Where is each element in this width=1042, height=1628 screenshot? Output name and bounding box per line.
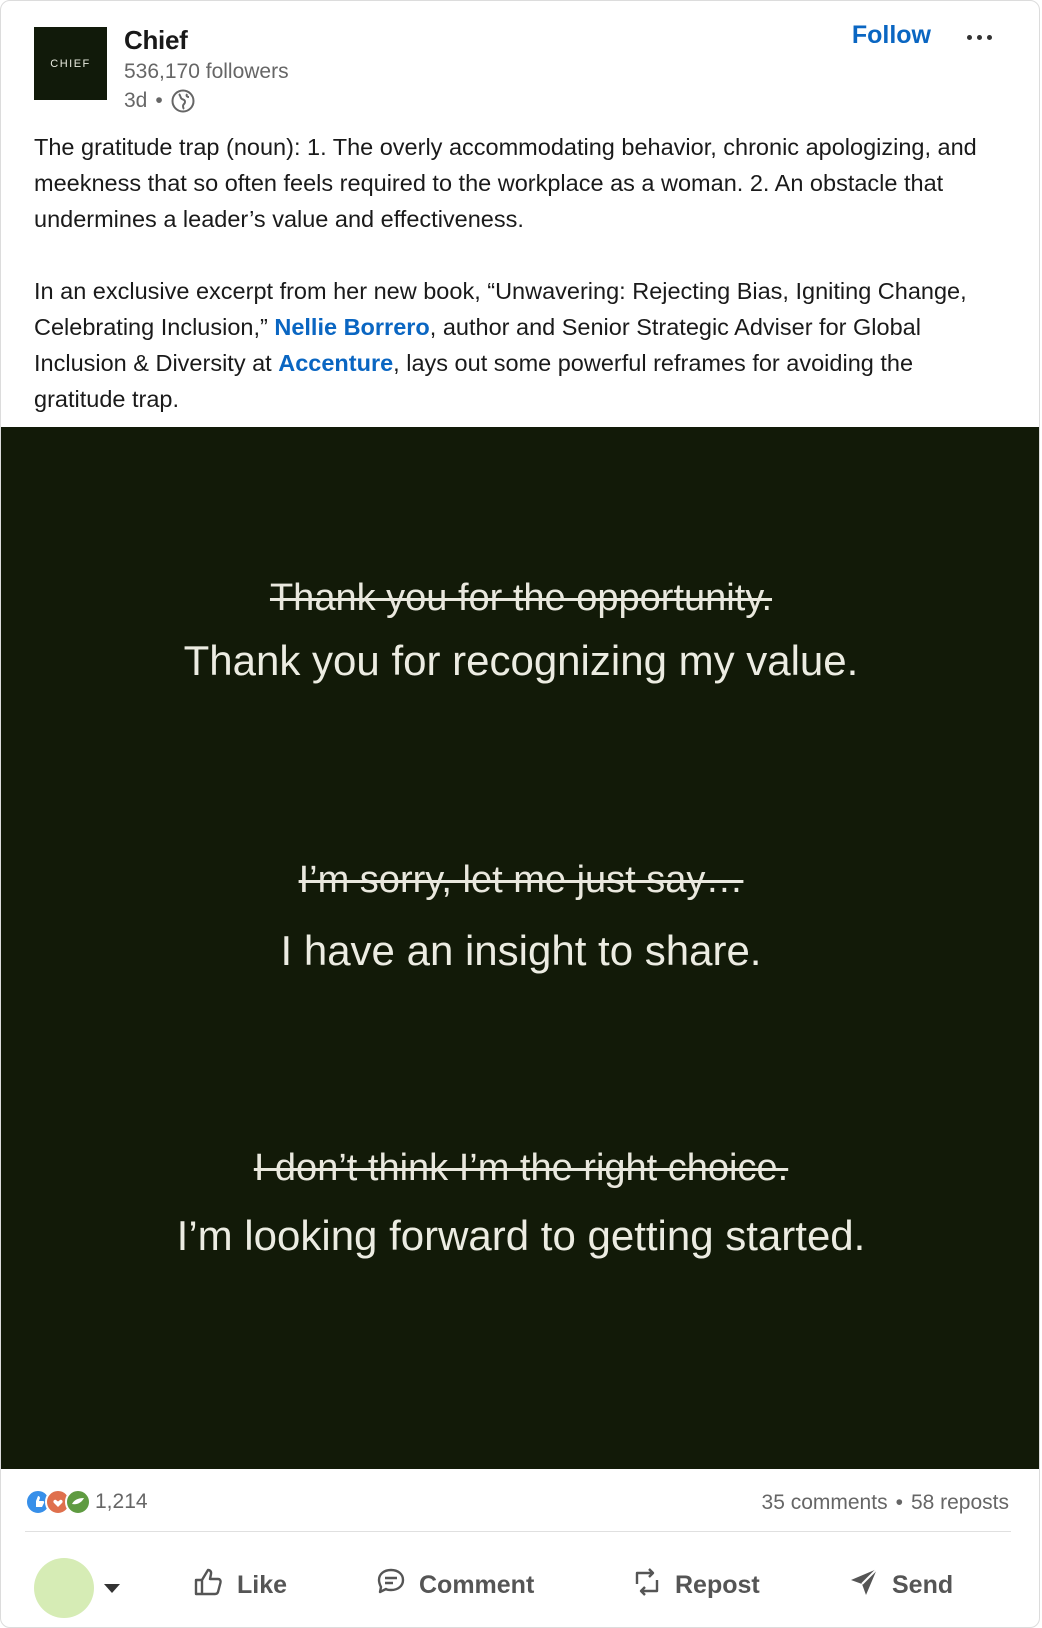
thumbs-up-icon <box>191 1564 227 1607</box>
chevron-down-icon <box>104 1584 120 1593</box>
social-counts <box>1 1471 1039 1531</box>
struck-phrase-3: I don’t think I’m the right choice. <box>253 1147 789 1189</box>
like-button[interactable] <box>191 1564 287 1607</box>
mention-accenture[interactable]: Accenture <box>278 350 394 376</box>
new-phrase-2: I have an insight to share. <box>280 927 762 974</box>
struck-phrase-2: I’m sorry, let me just say… <box>298 859 744 901</box>
comment-icon <box>373 1564 409 1607</box>
post-text <box>34 129 1009 417</box>
support-reaction-icon <box>65 1489 91 1515</box>
repost-icon <box>629 1564 665 1607</box>
divider <box>25 1531 1011 1532</box>
author-name[interactable]: Chief <box>124 25 188 55</box>
post-age: 3d <box>124 89 148 112</box>
send-button[interactable] <box>846 1564 953 1607</box>
send-icon <box>846 1564 882 1607</box>
follow-button[interactable]: Follow <box>851 21 931 49</box>
globe-icon <box>171 89 195 113</box>
reposts-count[interactable]: 58 reposts <box>910 1491 1009 1514</box>
meta-separator: • <box>155 89 163 112</box>
more-options-icon[interactable] <box>967 27 1003 47</box>
new-phrase-3: I’m looking forward to getting started. <box>176 1212 866 1259</box>
post-text-segment: In an exclusive excerpt from her new book, “Unwavering: Rejecting Bias, Igniting Change, Celebrating Inclusion,” <box>34 278 967 340</box>
reactions-summary[interactable] <box>25 1489 148 1515</box>
new-phrase-1: Thank you for recognizing my value. <box>183 637 859 684</box>
engagement-stats <box>762 1491 1009 1515</box>
company-logo[interactable] <box>34 27 107 100</box>
post-paragraph-1: The gratitude trap (noun): 1. The overly accommodating behavior, chronic apologizing, and meekness that so often feels required to the workplace as a woman. 2. An obstacle that undermines a leader’s value and effectiveness. <box>34 134 977 232</box>
comment-label: Comment <box>419 1571 535 1599</box>
avatar <box>34 1558 94 1618</box>
comment-button[interactable] <box>373 1564 534 1607</box>
action-bar <box>1 1546 1039 1626</box>
post-image[interactable] <box>1 427 1040 1469</box>
reaction-count: 1,214 <box>95 1490 148 1513</box>
reaction-identity-picker[interactable] <box>34 1558 120 1618</box>
send-label: Send <box>892 1571 954 1599</box>
logo-text: CHIEF <box>50 57 91 70</box>
post-paragraph-2 <box>34 273 1009 417</box>
struck-phrase-1: Thank you for the opportunity. <box>269 577 773 619</box>
follower-count: 536,170 followers <box>124 60 289 83</box>
post-text-segment: , lays out some powerful reframes for avoiding the gratitude trap. <box>34 350 914 412</box>
repost-button[interactable] <box>629 1564 760 1607</box>
post-meta <box>124 89 195 113</box>
comments-count[interactable]: 35 comments <box>761 1491 888 1514</box>
post-text-segment: , author and Senior Strategic Adviser for Global Inclusion & Diversity at <box>34 314 921 376</box>
like-label: Like <box>237 1571 288 1599</box>
post-header <box>1 1 1039 121</box>
repost-label: Repost <box>675 1571 760 1599</box>
stats-separator: • <box>895 1491 903 1514</box>
mention-nellie-borrero[interactable]: Nellie Borrero <box>274 314 430 340</box>
